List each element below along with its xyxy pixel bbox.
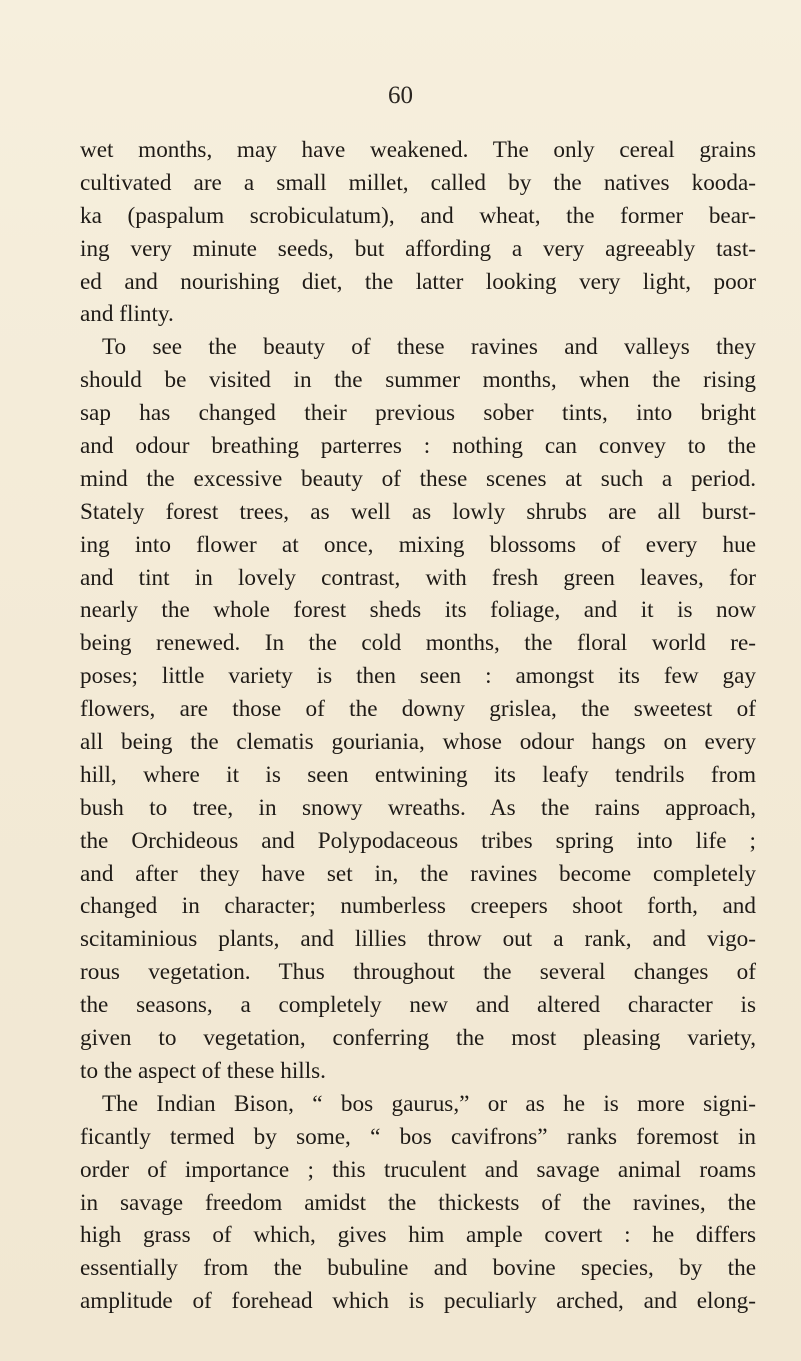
text-line: Stately forest trees, as well as lowly shrubs are all burst- xyxy=(80,498,756,525)
text-line: hill, where it is seen entwining its leafy tendrils from xyxy=(80,761,756,788)
text-line: ka (paspalum scrobiculatum), and wheat, the former bear- xyxy=(80,202,756,229)
text-line: given to vegetation, conferring the most pleasing variety, xyxy=(80,1025,756,1052)
text-line: being renewed. In the cold months, the floral world re- xyxy=(80,630,756,657)
text-line: poses; little variety is then seen : amongst its few gay xyxy=(80,663,756,690)
text-line: to the aspect of these hills. xyxy=(80,1057,326,1084)
page-number: 60 xyxy=(388,82,413,109)
text-line: bush to tree, in snowy wreaths. As the rains approach, xyxy=(80,794,756,821)
text-line: ing very minute seeds, but affording a very agreeably tast- xyxy=(80,235,756,262)
text-line: ing into flower at once, mixing blossoms of every hue xyxy=(80,531,756,558)
text-line: high grass of which, gives him ample covert : he differs xyxy=(80,1222,756,1249)
text-line: The Indian Bison, “ bos gaurus,” or as he is more signi- xyxy=(102,1090,756,1117)
text-line: sap has changed their previous sober tints, into bright xyxy=(80,400,756,427)
text-line: and flinty. xyxy=(80,301,174,328)
text-line: essentially from the bubuline and bovine species, by the xyxy=(80,1255,756,1282)
text-line: in savage freedom amidst the thickests of the ravines, the xyxy=(80,1189,756,1216)
text-line: cultivated are a small millet, called by the natives kooda- xyxy=(80,169,756,196)
text-line: and after they have set in, the ravines become completely xyxy=(80,860,756,887)
text-line: nearly the whole forest sheds its foliage, and it is now xyxy=(80,597,756,624)
text-line: all being the clematis gouriania, whose odour hangs on every xyxy=(80,729,756,756)
text-line: and odour breathing parterres : nothing can convey to the xyxy=(80,433,756,460)
text-line: To see the beauty of these ravines and valleys they xyxy=(102,334,756,361)
text-line: flowers, are those of the downy grislea, the sweetest of xyxy=(80,696,756,723)
text-line: ed and nourishing diet, the latter looking very light, poor xyxy=(80,268,756,295)
text-line: ficantly termed by some, “ bos cavifrons” ranks foremost in xyxy=(80,1123,756,1150)
text-line: the seasons, a completely new and altered character is xyxy=(80,992,756,1019)
text-line: wet months, may have weakened. The only cereal grains xyxy=(80,137,756,163)
text-line: mind the excessive beauty of these scenes at such a period. xyxy=(80,465,756,492)
text-line: scitaminious plants, and lillies throw out a rank, and vigo- xyxy=(80,926,756,953)
text-line: rous vegetation. Thus throughout the several changes of xyxy=(80,959,756,986)
text-line: the Orchideous and Polypodaceous tribes spring into life ; xyxy=(80,827,756,854)
text-line: amplitude of forehead which is peculiarly arched, and elong- xyxy=(80,1288,756,1315)
text-line: and tint in lovely contrast, with fresh green leaves, for xyxy=(80,564,756,591)
text-line: changed in character; numberless creepers shoot forth, and xyxy=(80,893,756,920)
text-line: should be visited in the summer months, when the rising xyxy=(80,367,756,394)
body-text xyxy=(80,134,756,1318)
text-line: order of importance ; this truculent and savage animal roams xyxy=(80,1156,756,1183)
